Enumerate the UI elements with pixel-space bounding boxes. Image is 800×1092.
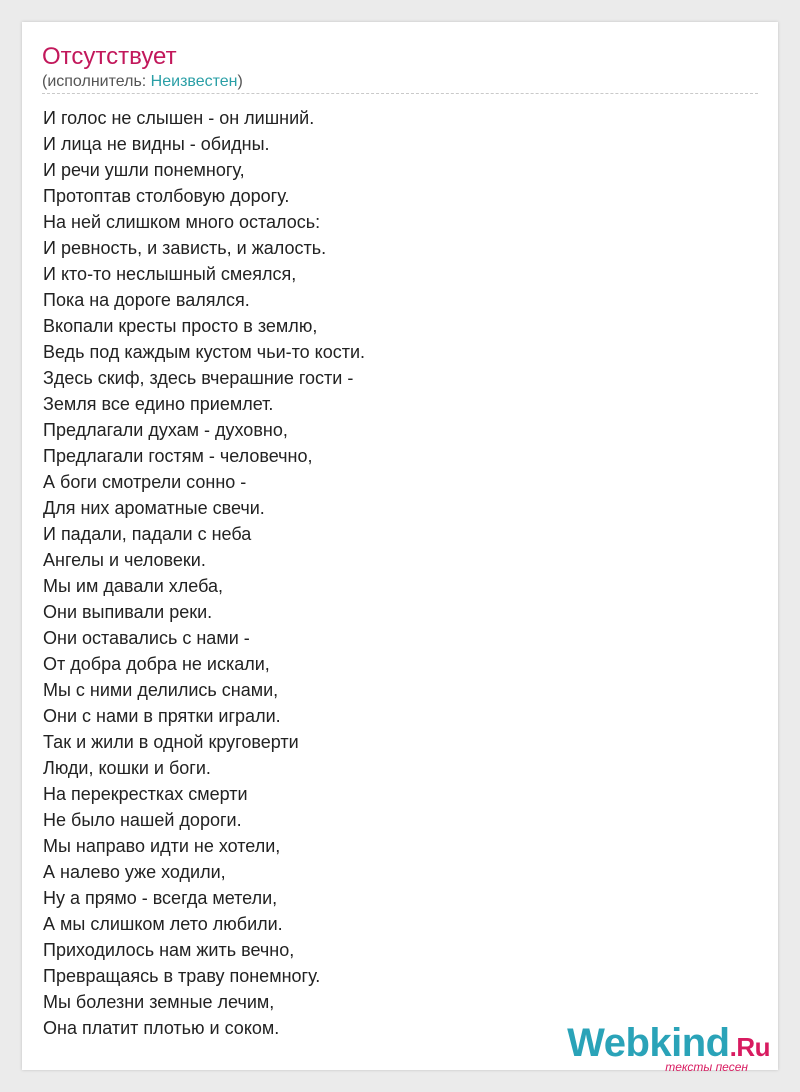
logo-tld: .Ru (729, 1032, 770, 1062)
lyric-line: На перекрестках смерти (43, 784, 248, 804)
lyric-line: Мы им давали хлеба, (43, 576, 224, 596)
lyric-line: Они оставались с нами - (43, 628, 250, 648)
lyric-line: Так и жили в одной круговерти (43, 732, 299, 752)
lyric-line: Для них ароматные свечи. (43, 498, 265, 518)
lyric-line: На ней слишком много осталось: (43, 212, 321, 232)
lyric-line: А налево уже ходили, (43, 862, 226, 882)
lyric-line: Приходилось нам жить вечно, (43, 940, 295, 960)
lyric-line: Ангелы и человеки. (43, 550, 206, 570)
logo-tagline: тексты песен (665, 1060, 748, 1074)
lyric-line: И голос не слышен - он лишний. (43, 108, 315, 128)
title-divider (42, 93, 758, 94)
lyric-line: А мы слишком лето любили. (43, 914, 283, 934)
lyric-line: И падали, падали с неба (43, 524, 252, 544)
lyric-line: И лица не видны - обидны. (43, 134, 270, 154)
lyric-line: Не было нашей дороги. (43, 810, 242, 830)
lyric-line: Мы направо идти не хотели, (43, 836, 281, 856)
lyric-line: Предлагали духам - духовно, (43, 420, 288, 440)
logo-name: Webkind (567, 1021, 730, 1065)
artist-line (42, 72, 243, 92)
lyric-line: Земля все едино приемлет. (43, 394, 274, 414)
lyric-line: Мы болезни земные лечим, (43, 992, 275, 1012)
lyric-line: Предлагали гостям - человечно, (43, 446, 313, 466)
lyric-line: Ну а прямо - всегда метели, (43, 888, 278, 908)
logo-wordmark (567, 1023, 770, 1063)
lyric-line: И речи ушли понемногу, (43, 160, 245, 180)
lyric-line: Протоптав столбовую дорогу. (43, 186, 290, 206)
lyric-line: Мы с ними делились снами, (43, 680, 279, 700)
lyric-line: Пока на дороге валялся. (43, 290, 250, 310)
artist-link[interactable]: Неизвестен (150, 73, 238, 90)
lyric-line: От добра добра не искали, (43, 654, 270, 674)
lyric-line: Превращаясь в траву понемногу. (43, 966, 321, 986)
lyric-line: Она платит плотью и соком. (43, 1018, 280, 1038)
lyric-line: Люди, кошки и боги. (43, 758, 211, 778)
site-logo[interactable] (567, 1023, 770, 1073)
lyric-line: А боги смотрели сонно - (43, 472, 247, 492)
song-title: Отсутствует (42, 43, 177, 70)
lyrics-block (43, 105, 743, 1041)
lyric-line: И кто-то неслышный смеялся, (43, 264, 297, 284)
lyric-line: Ведь под каждым кустом чьи-то кости. (43, 342, 366, 362)
lyric-line: Они выпивали реки. (43, 602, 213, 622)
lyric-line: Здесь скиф, здесь вчерашние гости - (43, 368, 354, 388)
lyric-line: Вкопали кресты просто в землю, (43, 316, 318, 336)
artist-suffix: ) (237, 73, 243, 90)
lyric-line: И ревность, и зависть, и жалость. (43, 238, 327, 258)
lyric-line: Они с нами в прятки играли. (43, 706, 281, 726)
artist-prefix: (исполнитель: (42, 73, 151, 90)
